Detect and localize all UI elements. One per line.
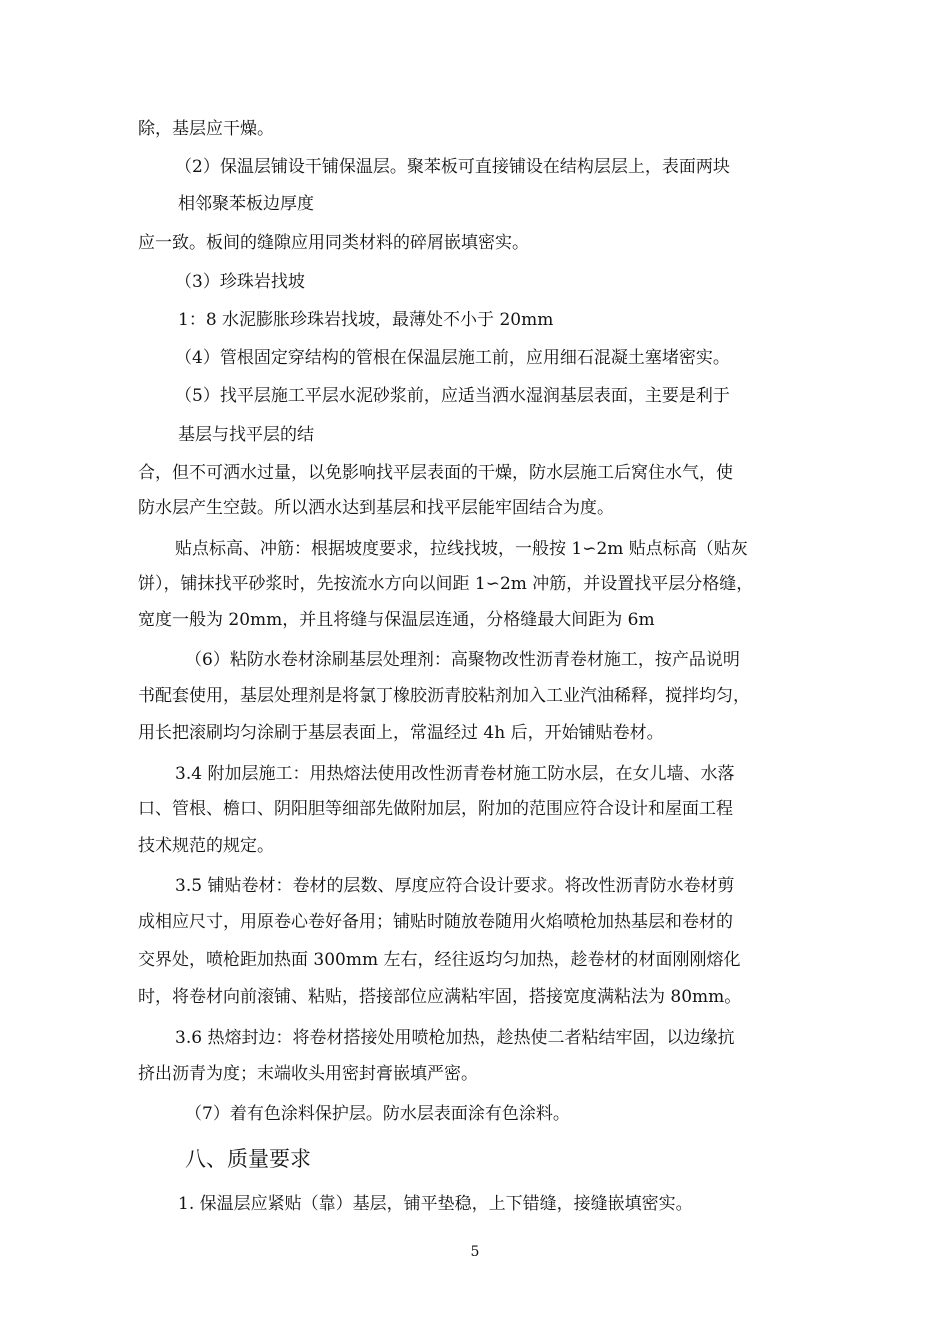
text-line: 宽度一般为 20mm，并且将缝与保温层连通，分格缝最大间距为 6m — [138, 610, 655, 630]
text-line: （4）管根固定穿结构的管根在保温层施工前，应用细石混凝土塞堵密实。 — [175, 348, 730, 368]
text-line: 除，基层应干燥。 — [138, 119, 274, 139]
text-line: 1：8 水泥膨胀珍珠岩找坡，最薄处不小于 20mm — [178, 310, 554, 330]
text-line: 饼），铺抹找平砂浆时，先按流水方向以间距 1∽2m 冲筋，并设置找平层分格缝， — [138, 574, 754, 594]
text-line: 挤出沥青为度；末端收头用密封膏嵌填严密。 — [138, 1064, 478, 1084]
text-line: 相邻聚苯板边厚度 — [178, 194, 314, 214]
text-line: 用长把滚刷均匀涂刷于基层表面上，常温经过 4h 后，开始铺贴卷材。 — [138, 723, 664, 743]
text-line: 基层与找平层的结 — [178, 425, 314, 445]
text-line: （2）保温层铺设干铺保温层。聚苯板可直接铺设在结构层层上，表面两块 — [175, 157, 730, 177]
text-line: 1. 保温层应紧贴（靠）基层，铺平垫稳，上下错缝，接缝嵌填密实。 — [178, 1194, 693, 1214]
text-line: 贴点标高、冲筋：根据坡度要求，拉线找坡，一般按 1∽2m 贴点标高（贴灰 — [175, 539, 748, 559]
text-line: （7）着有色涂料保护层。防水层表面涂有色涂料。 — [185, 1104, 570, 1124]
text-line: 交界处，喷枪距加热面 300mm 左右，经往返均匀加热，趁卷材的材面刚刚熔化 — [138, 950, 741, 970]
text-line: 3.5 铺贴卷材：卷材的层数、厚度应符合设计要求。将改性沥青防水卷材剪 — [175, 876, 735, 896]
section-heading: 八、质量要求 — [185, 1147, 311, 1171]
text-line: 书配套使用，基层处理剂是将氯丁橡胶沥青胶粘剂加入工业汽油稀释，搅拌均匀， — [138, 686, 750, 706]
text-line: 3.4 附加层施工：用热熔法使用改性沥青卷材施工防水层，在女儿墙、水落 — [175, 764, 735, 784]
text-line: 应一致。板间的缝隙应用同类材料的碎屑嵌填密实。 — [138, 233, 529, 253]
text-line: （3）珍珠岩找坡 — [175, 272, 305, 292]
text-line: 3.6 热熔封边：将卷材搭接处用喷枪加热，趁热使二者粘结牢固，以边缘抗 — [175, 1028, 735, 1048]
text-line: 技术规范的规定。 — [138, 836, 274, 856]
text-line: 防水层产生空鼓。所以洒水达到基层和找平层能牢固结合为度。 — [138, 498, 614, 518]
text-line: 合，但不可洒水过量，以免影响找平层表面的干燥，防水层施工后窝住水气，使 — [138, 463, 733, 483]
text-line: 时，将卷材向前滚铺、粘贴，搭接部位应满粘牢固，搭接宽度满粘法为 80mm。 — [138, 987, 742, 1007]
text-line: （6）粘防水卷材涂刷基层处理剂：高聚物改性沥青卷材施工，按产品说明 — [185, 650, 740, 670]
text-line: （5）找平层施工平层水泥砂浆前，应适当洒水湿润基层表面，主要是利于 — [175, 386, 730, 406]
text-line: 口、管根、檐口、阴阳胆等细部先做附加层，附加的范围应符合设计和屋面工程 — [138, 799, 733, 819]
page-number: 5 — [470, 1244, 480, 1260]
text-line: 成相应尺寸，用原卷心卷好备用；铺贴时随放卷随用火焰喷枪加热基层和卷材的 — [138, 912, 733, 932]
